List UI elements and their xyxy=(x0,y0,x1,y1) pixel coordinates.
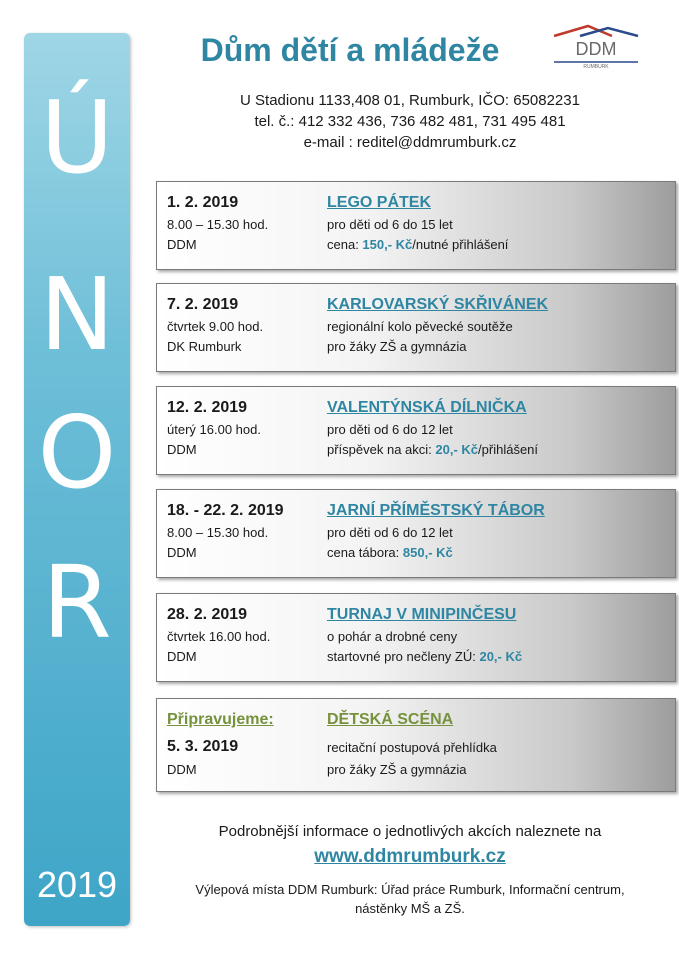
event-date: 28. 2. 2019 xyxy=(167,606,248,623)
upcoming-label: Připravujeme: xyxy=(167,711,274,728)
upcoming-place: DDM xyxy=(167,762,197,777)
event-place: DDM xyxy=(167,442,197,457)
event-time: 8.00 – 15.30 hod. xyxy=(167,217,269,232)
event-name: TURNAJ V MINIPINČESU xyxy=(327,606,517,623)
upcoming-date: 5. 3. 2019 xyxy=(167,738,239,755)
event-place: DDM xyxy=(167,545,197,560)
price-value: 850,- Kč xyxy=(402,545,453,560)
banner-letter-o: O xyxy=(37,394,117,511)
price-note: /nutné přihlášení xyxy=(412,237,509,252)
event-detail: pro děti od 6 do 15 let xyxy=(327,217,453,232)
event-card xyxy=(156,593,676,682)
event-place: DDM xyxy=(167,237,197,252)
event-date: 18. - 22. 2. 2019 xyxy=(167,502,284,519)
price-note: /přihlášení xyxy=(478,442,539,457)
event-place: DK Rumburk xyxy=(167,339,242,354)
event-time: úterý 16.00 hod. xyxy=(167,422,261,437)
price-label: cena: xyxy=(327,237,363,252)
address-line: U Stadionu 1133,408 01, Rumburk, IČO: 65082231 xyxy=(240,92,580,109)
event-detail: pro děti od 6 do 12 let xyxy=(327,525,453,540)
event-date: 1. 2. 2019 xyxy=(167,194,239,211)
event-date: 7. 2. 2019 xyxy=(167,296,239,313)
event-card xyxy=(156,386,676,475)
banner-letter-u: Ú xyxy=(40,79,114,196)
event-price-line xyxy=(327,648,522,666)
upcoming-audience: pro žáky ZŠ a gymnázia xyxy=(327,762,467,777)
event-time: čtvrtek 9.00 hod. xyxy=(167,319,264,334)
event-detail: o pohár a drobné ceny xyxy=(327,629,458,644)
upcoming-detail: recitační postupová přehlídka xyxy=(327,740,497,755)
email-line[interactable]: e-mail : reditel@ddmrumburk.cz xyxy=(303,134,517,151)
posting-line: Výlepová místa DDM Rumburk: Úřad práce Rumburk, Informační centrum, xyxy=(195,882,625,897)
upcoming-name: DĚTSKÁ SCÉNA xyxy=(327,711,454,728)
price-value: 20,- Kč xyxy=(435,442,479,457)
event-time: 8.00 – 15.30 hod. xyxy=(167,525,269,540)
posting-line: nástěnky MŠ a ZŠ. xyxy=(355,901,465,916)
banner-year: 2019 xyxy=(36,864,118,905)
website-link[interactable]: www.ddmrumburk.cz xyxy=(314,846,506,867)
upcoming-event-card xyxy=(156,698,676,792)
phone-line: tel. č.: 412 332 436, 736 482 481, 731 495 481 xyxy=(254,113,566,130)
price-value: 150,- Kč xyxy=(362,237,413,252)
logo-text: DDM xyxy=(575,39,617,59)
event-price-line xyxy=(327,544,453,562)
ddm-logo xyxy=(550,22,640,70)
event-name: LEGO PÁTEK xyxy=(327,194,432,211)
event-name: KARLOVARSKÝ SKŘIVÁNEK xyxy=(327,296,549,313)
event-detail: regionální kolo pěvecké soutěže xyxy=(327,319,513,334)
event-detail: pro děti od 6 do 12 let xyxy=(327,422,453,437)
price-label: cena tábora: xyxy=(327,545,403,560)
event-place: DDM xyxy=(167,649,197,664)
month-banner xyxy=(24,33,130,926)
event-name: JARNÍ PŘÍMĚSTSKÝ TÁBOR xyxy=(327,502,545,519)
price-label: startovné pro nečleny ZÚ: xyxy=(327,649,480,664)
posting-locations xyxy=(140,880,679,918)
event-price-line xyxy=(327,236,508,254)
logo-subtext: RUMBURK xyxy=(583,64,609,70)
event-card xyxy=(156,489,676,578)
price-label: příspěvek na akci: xyxy=(327,442,436,457)
event-time: čtvrtek 16.00 hod. xyxy=(167,629,271,644)
banner-letter-n: N xyxy=(39,256,115,373)
event-card xyxy=(156,283,676,372)
more-info-text: Podrobnější informace o jednotlivých akcích naleznete na xyxy=(218,823,602,840)
banner-letter-r: R xyxy=(42,544,112,661)
event-date: 12. 2. 2019 xyxy=(167,399,248,416)
event-price-line xyxy=(327,338,466,356)
contact-block xyxy=(160,90,660,153)
price-value: 20,- Kč xyxy=(479,649,523,664)
event-name: VALENTÝNSKÁ DÍLNIČKA xyxy=(327,399,527,416)
event-price-line xyxy=(327,441,538,459)
event-card xyxy=(156,181,676,270)
page-title: Dům dětí a mládeže xyxy=(200,32,500,68)
detail-text: pro žáky ZŠ a gymnázia xyxy=(327,339,467,354)
